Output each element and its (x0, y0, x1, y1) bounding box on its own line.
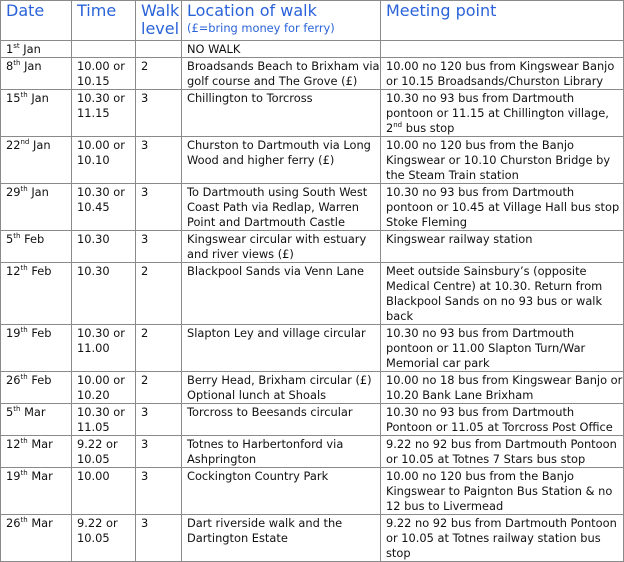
meeting-point-cell: 10.00 no 120 bus from the Banjo Kingswear to Paignton Bus Station & no 12 bus to Livermead (381, 468, 624, 515)
date-cell: 5th Mar (1, 404, 72, 436)
time-cell: 10.30 or 11.00 (72, 325, 136, 372)
location-cell: Slapton Ley and village circular (182, 325, 381, 372)
date-cell: 12th Feb (1, 263, 72, 325)
walk-level-cell: 3 (136, 468, 182, 515)
date-cell: 22nd Jan (1, 137, 72, 184)
location-cell: Dart riverside walk and the Dartington Estate (182, 515, 381, 562)
table-row (1, 58, 624, 90)
date-cell: 29th Jan (1, 184, 72, 231)
meeting-point-cell: 10.00 no 18 bus from Kingswear Banjo or 10.20 Bank Lane Brixham (381, 372, 624, 404)
table-row (1, 372, 624, 404)
meeting-point-cell: 9.22 no 92 bus from Dartmouth Pontoon or 10.05 at Totnes 7 Stars bus stop (381, 436, 624, 468)
time-cell: 10.00 (72, 468, 136, 515)
meeting-point-cell: 10.30 no 93 bus from Dartmouth Pontoon or 11.05 at Torcross Post Office (381, 404, 624, 436)
header-walk-level-line2: level (141, 19, 180, 38)
time-cell (72, 41, 136, 58)
date-cell: 19th Mar (1, 468, 72, 515)
time-cell: 10.30 or 10.45 (72, 184, 136, 231)
table-row (1, 468, 624, 515)
header-location-title: Location of walk (187, 1, 317, 20)
table-row (1, 404, 624, 436)
date-cell: 19th Feb (1, 325, 72, 372)
header-location-note: (£=bring money for ferry) (187, 21, 335, 35)
walk-level-cell: 3 (136, 404, 182, 436)
meeting-point-cell: 10.00 no 120 bus from Kingswear Banjo or 10.15 Broadsands/Churston Library (381, 58, 624, 90)
location-cell: Chillington to Torcross (182, 90, 381, 137)
time-cell: 10.30 (72, 263, 136, 325)
header-time: Time (72, 1, 136, 41)
walk-level-cell: 3 (136, 184, 182, 231)
location-cell: Totnes to Harbertonford via Ashprington (182, 436, 381, 468)
header-meeting-point: Meeting point (381, 1, 624, 41)
location-cell: Cockington Country Park (182, 468, 381, 515)
date-cell: 12th Mar (1, 436, 72, 468)
date-cell: 5th Feb (1, 231, 72, 263)
date-cell: 26th Mar (1, 515, 72, 562)
location-cell: Berry Head, Brixham circular (£) Optional lunch at Shoals (182, 372, 381, 404)
walk-level-cell: 2 (136, 263, 182, 325)
time-cell: 10.00 or 10.10 (72, 137, 136, 184)
walk-level-cell: 3 (136, 137, 182, 184)
date-cell: 1st Jan (1, 41, 72, 58)
meeting-point-cell: Meet outside Sainsbury’s (opposite Medical Centre) at 10.30. Return from Blackpool Sands on no 93 bus or walk back (381, 263, 624, 325)
time-cell: 10.30 (72, 231, 136, 263)
meeting-point-cell: 10.30 no 93 bus from Dartmouth pontoon or 11.00 Slapton Turn/War Memorial car park (381, 325, 624, 372)
header-walk-level-line1: Walk (141, 1, 180, 20)
location-cell: Torcross to Beesands circular (182, 404, 381, 436)
time-cell: 10.30 or 11.15 (72, 90, 136, 137)
location-cell: To Dartmouth using South West Coast Path via Redlap, Warren Point and Dartmouth Castle (182, 184, 381, 231)
header-location (182, 1, 381, 41)
date-cell: 8th Jan (1, 58, 72, 90)
meeting-point-cell: 10.00 no 120 bus from the Banjo Kingswear or 10.10 Churston Bridge by the Steam Train station (381, 137, 624, 184)
walk-level-cell: 2 (136, 372, 182, 404)
table-row (1, 90, 624, 137)
meeting-point-cell: Kingswear railway station (381, 231, 624, 263)
table-row (1, 184, 624, 231)
walk-level-cell (136, 41, 182, 58)
walk-level-cell: 3 (136, 515, 182, 562)
time-cell: 10.00 or 10.15 (72, 58, 136, 90)
date-cell: 15th Jan (1, 90, 72, 137)
location-cell: NO WALK (182, 41, 381, 58)
table-row (1, 436, 624, 468)
walk-level-cell: 3 (136, 231, 182, 263)
time-cell: 9.22 or 10.05 (72, 515, 136, 562)
walk-level-cell: 3 (136, 90, 182, 137)
table-row (1, 515, 624, 562)
schedule-body (1, 41, 624, 562)
time-cell: 10.00 or 10.20 (72, 372, 136, 404)
time-cell: 10.30 or 11.05 (72, 404, 136, 436)
meeting-point-cell: 10.30 no 93 bus from Dartmouth pontoon or 10.45 at Village Hall bus stop Stoke Fleming (381, 184, 624, 231)
walk-level-cell: 3 (136, 436, 182, 468)
walk-level-cell: 2 (136, 325, 182, 372)
meeting-point-cell: 10.30 no 93 bus from Dartmouth pontoon or 11.15 at Chillington village, 2nd bus stop (381, 90, 624, 137)
location-cell: Blackpool Sands via Venn Lane (182, 263, 381, 325)
date-cell: 26th Feb (1, 372, 72, 404)
location-cell: Broadsands Beach to Brixham via golf course and The Grove (£) (182, 58, 381, 90)
table-row (1, 41, 624, 58)
header-walk-level (136, 1, 182, 41)
meeting-point-cell: 9.22 no 92 bus from Dartmouth Pontoon or 10.05 at Totnes railway station bus stop (381, 515, 624, 562)
header-row (1, 1, 624, 41)
table-row (1, 325, 624, 372)
location-cell: Kingswear circular with estuary and river views (£) (182, 231, 381, 263)
table-row (1, 263, 624, 325)
time-cell: 9.22 or 10.05 (72, 436, 136, 468)
location-cell: Churston to Dartmouth via Long Wood and higher ferry (£) (182, 137, 381, 184)
table-row (1, 231, 624, 263)
table-row (1, 137, 624, 184)
header-date: Date (1, 1, 72, 41)
walk-level-cell: 2 (136, 58, 182, 90)
meeting-point-cell (381, 41, 624, 58)
